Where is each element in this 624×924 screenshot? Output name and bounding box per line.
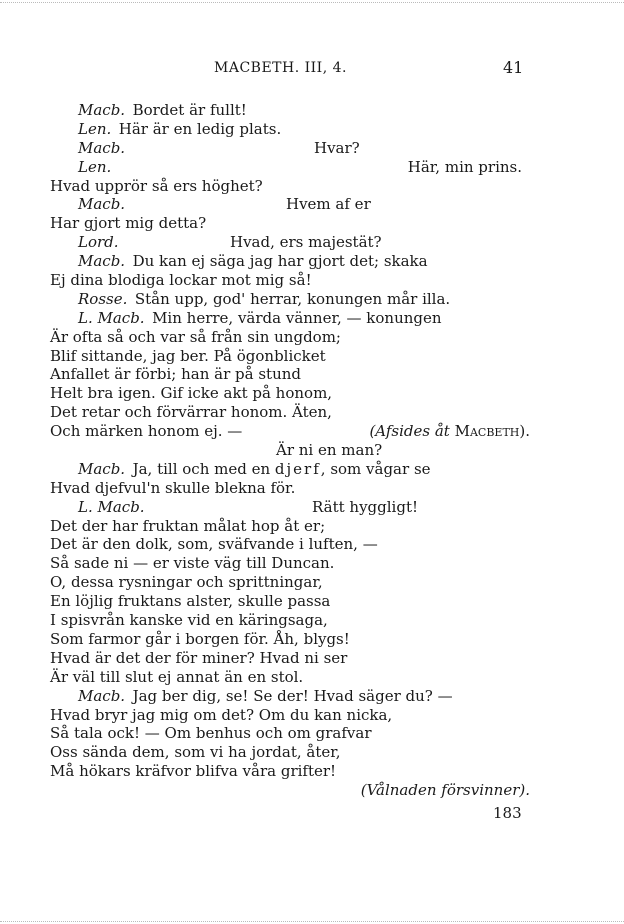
line-text: Min herre, värda vänner, — konungen bbox=[152, 308, 442, 327]
line-text: Bordet är fullt! bbox=[132, 101, 247, 119]
line-text: Anfallet är förbi; han är på stund bbox=[50, 365, 301, 384]
text-line bbox=[50, 668, 530, 687]
text-line bbox=[50, 535, 530, 554]
text-line bbox=[50, 365, 530, 384]
speaker-name: L. Macb. bbox=[78, 308, 145, 327]
line-text: Hvad upprör så ers höghet? bbox=[50, 176, 263, 195]
text-line bbox=[50, 649, 530, 668]
line-text: Jag ber dig, se! Se der! Hvad säger du? — bbox=[132, 686, 453, 705]
line-text: O, dessa rysningar och sprittningar, bbox=[50, 573, 323, 592]
play-text bbox=[50, 101, 530, 800]
line-text: Hvad djefvul'n skulle blekna för. bbox=[50, 478, 296, 497]
page-header bbox=[0, 58, 624, 82]
speaker-name: Len. bbox=[78, 119, 112, 138]
speaker-name: Rosse. bbox=[78, 289, 128, 308]
text-line bbox=[50, 687, 530, 706]
line-text: Är ni en man? bbox=[276, 441, 383, 460]
line-text: Helt bra igen. Gif icke akt på honom, bbox=[50, 384, 333, 403]
speaker-name: Macb. bbox=[78, 101, 126, 119]
line-text-end: , som vågar se bbox=[320, 459, 431, 478]
text-line bbox=[50, 328, 530, 347]
text-line bbox=[50, 347, 530, 366]
text-line bbox=[50, 592, 530, 611]
line-text: Så sade ni — er viste väg till Duncan. bbox=[50, 554, 335, 573]
line-text: Det retar och förvärrar honom. Äten, bbox=[50, 403, 332, 422]
text-line bbox=[50, 271, 530, 290]
text-line bbox=[50, 101, 530, 120]
speaker-name: Macb. bbox=[78, 252, 126, 271]
line-text: Du kan ej säga jag har gjort det; skaka bbox=[132, 252, 428, 271]
signature-number: 183 bbox=[493, 804, 522, 822]
page-number: 41 bbox=[503, 58, 524, 77]
text-line bbox=[50, 441, 530, 460]
text-line bbox=[50, 252, 530, 271]
text-line bbox=[50, 403, 530, 422]
running-head: MACBETH. III, 4. bbox=[214, 60, 347, 76]
line-text: Här är en ledig plats. bbox=[118, 119, 282, 138]
text-line bbox=[50, 290, 530, 309]
text-line bbox=[50, 573, 530, 592]
emphasized-word: djerf bbox=[274, 459, 321, 478]
bottom-border bbox=[0, 921, 624, 922]
line-text: En löjlig fruktans alster, skulle passa bbox=[50, 592, 331, 611]
line-text: Det der har fruktan målat hop åt er; bbox=[50, 516, 326, 535]
text-line bbox=[50, 517, 530, 536]
top-border bbox=[0, 2, 624, 3]
line-text: Hvad, ers majestät? bbox=[230, 233, 382, 252]
line-text: Här, min prins. bbox=[407, 157, 522, 176]
line-text: Blif sittande, jag ber. På ögonblicket bbox=[50, 346, 326, 365]
line-text: Som farmor går i borgen för. Åh, blygs! bbox=[50, 629, 350, 648]
speaker-name: Macb. bbox=[78, 138, 126, 157]
line-text: Rätt hyggligt! bbox=[312, 497, 418, 516]
line-text: Hvad bryr jag mig om det? Om du kan nicka, bbox=[50, 705, 393, 724]
text-line bbox=[50, 706, 530, 725]
text-line bbox=[50, 309, 530, 328]
line-text: Hvar? bbox=[314, 138, 360, 157]
speaker-name: Macb. bbox=[78, 686, 126, 705]
line-text: Ja, till och med en bbox=[132, 459, 271, 478]
stage-text: (Afsides åt bbox=[369, 422, 450, 441]
text-line bbox=[50, 384, 530, 403]
speaker-name: Macb. bbox=[78, 195, 126, 214]
stage-character-name: Macbeth bbox=[454, 422, 520, 441]
text-line bbox=[50, 214, 530, 233]
stage-direction bbox=[369, 422, 530, 441]
text-line bbox=[50, 554, 530, 573]
text-line bbox=[50, 611, 530, 630]
line-text: Stån upp, god' herrar, konungen mår illa. bbox=[134, 289, 451, 308]
line-text: Hvad är det der för miner? Hvad ni ser bbox=[50, 648, 348, 667]
line-text: Och märken honom ej. — bbox=[50, 422, 243, 441]
stage-text-close: ). bbox=[519, 422, 530, 441]
text-line bbox=[50, 743, 530, 762]
line-text: Så tala ock! — Om benhus och om grafvar bbox=[50, 724, 372, 743]
line-text: Har gjort mig detta? bbox=[50, 214, 207, 233]
line-text: Hvem af er bbox=[286, 195, 371, 214]
line-text: I spisvrån kanske vid en käringsaga, bbox=[50, 611, 328, 630]
text-line bbox=[50, 762, 530, 781]
speaker-name: Len. bbox=[78, 157, 112, 176]
speaker-name: L. Macb. bbox=[78, 497, 145, 516]
line-text: Oss sända dem, som vi ha jordat, åter, bbox=[50, 743, 341, 762]
text-line bbox=[50, 195, 530, 214]
line-text: Må hökars kräfvor blifva våra grifter! bbox=[50, 762, 337, 781]
text-line bbox=[50, 460, 530, 479]
text-line bbox=[50, 724, 530, 743]
line-text: Det är den dolk, som, sväfvande i luften, — bbox=[50, 535, 378, 554]
line-text: Är ofta så och var så från sin ungdom; bbox=[50, 327, 341, 346]
speaker-name: Lord. bbox=[78, 233, 119, 252]
stage-direction: (Vålnaden försvinner). bbox=[360, 781, 530, 800]
line-text: Är väl till slut ej annat än en stol. bbox=[50, 667, 304, 686]
text-line bbox=[50, 781, 530, 800]
text-line bbox=[50, 498, 530, 517]
line-text: Ej dina blodiga lockar mot mig så! bbox=[50, 271, 312, 290]
text-line bbox=[50, 233, 530, 252]
text-line bbox=[50, 422, 530, 441]
text-line bbox=[50, 158, 530, 177]
text-line bbox=[50, 120, 530, 139]
text-line bbox=[50, 630, 530, 649]
text-line bbox=[50, 479, 530, 498]
text-line bbox=[50, 177, 530, 196]
text-line bbox=[50, 139, 530, 158]
speaker-name: Macb. bbox=[78, 459, 126, 478]
